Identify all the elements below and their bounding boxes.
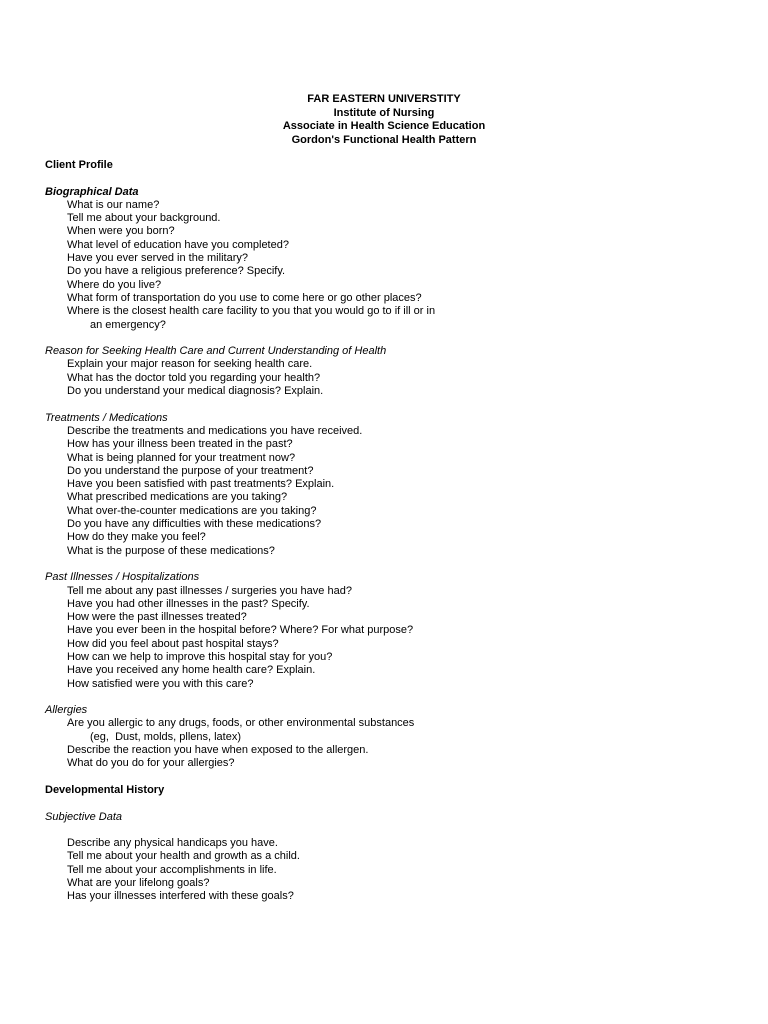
subsection-title-biographical: Biographical Data [45, 185, 139, 198]
question-item: Where do you live? [67, 278, 162, 291]
question-item: What is our name? [67, 198, 160, 211]
question-item: Describe the treatments and medications you have received. [67, 424, 363, 437]
section-title-developmental: Developmental History [45, 783, 165, 796]
question-item: How has your illness been treated in the past? [67, 438, 293, 451]
subsection-title-treatments: Treatments / Medications [45, 411, 168, 424]
question-continuation: an emergency? [90, 318, 166, 331]
university-name: FAR EASTERN UNIVERSTITY [307, 93, 461, 105]
question-continuation: (eg, Dust, molds, pllens, latex) [90, 730, 242, 743]
section-title-client-profile: Client Profile [45, 159, 113, 171]
question-item: How were the past illnesses treated? [67, 611, 247, 624]
question-item: Do you have a religious preference? Specify. [67, 265, 286, 278]
question-item: What do you do for your allergies? [67, 757, 235, 770]
question-item: Describe any physical handicaps you have. [67, 837, 278, 850]
question-item: Tell me about your accomplishments in life. [67, 863, 277, 876]
question-item: Describe the reaction you have when exposed to the allergen. [67, 744, 369, 757]
question-item: What has the doctor told you regarding your health? [67, 371, 321, 384]
question-item: Have you ever served in the military? [67, 252, 248, 265]
pattern-title: Gordon's Functional Health Pattern [291, 133, 477, 146]
question-item: How satisfied were you with this care? [67, 677, 254, 690]
subsection-title-past-illnesses: Past Illnesses / Hospitalizations [45, 571, 200, 584]
question-item: When were you born? [67, 225, 175, 238]
question-item: Are you allergic to any drugs, foods, or other environmental substances [67, 717, 415, 730]
question-item: Have you ever been in the hospital before? Where? For what purpose? [67, 624, 414, 637]
question-item: Tell me about any past illnesses / surgeries you have had? [67, 584, 352, 597]
question-item: What over-the-counter medications are you taking? [67, 504, 317, 517]
document-body [45, 159, 745, 904]
question-item: Do you understand your medical diagnosis? Explain. [67, 385, 324, 398]
question-item: Have you had other illnesses in the past? Specify. [67, 597, 310, 610]
question-item: How did you feel about past hospital stays? [67, 637, 279, 650]
subsection-title-subjective: Subjective Data [45, 810, 123, 823]
question-item: Have you received any home health care? Explain. [67, 664, 316, 677]
question-item: Do you understand the purpose of your treatment? [67, 464, 314, 477]
institute-name: Institute of Nursing [333, 106, 435, 119]
question-item: Explain your major reason for seeking health care. [67, 358, 313, 371]
question-item: Have you been satisfied with past treatments? Explain. [67, 478, 335, 491]
question-item: Has your illnesses interfered with these goals? [67, 890, 294, 903]
question-item: What are your lifelong goals? [67, 877, 210, 890]
document-header [0, 93, 768, 147]
question-item: What form of transportation do you use to come here or go other places? [67, 291, 422, 304]
question-item: Do you have any difficulties with these medications? [67, 518, 322, 531]
question-item: Where is the closest health care facility to you that you would go to if ill or in [67, 305, 436, 318]
question-item: How can we help to improve this hospital stay for you? [67, 650, 333, 663]
question-item: What level of education have you completed? [67, 238, 289, 251]
question-item: What prescribed medications are you taking? [67, 491, 288, 504]
question-item: Tell me about your background. [67, 212, 221, 225]
question-item: What is the purpose of these medications? [67, 544, 275, 557]
question-item: What is being planned for your treatment now? [67, 451, 296, 464]
question-item: Tell me about your health and growth as a child. [67, 850, 300, 863]
subsection-title-allergies: Allergies [45, 704, 88, 717]
subsection-title-reason: Reason for Seeking Health Care and Current Understanding of Health [45, 345, 387, 358]
question-item: How do they make you feel? [67, 531, 206, 544]
program-name: Associate in Health Science Education [282, 120, 486, 132]
